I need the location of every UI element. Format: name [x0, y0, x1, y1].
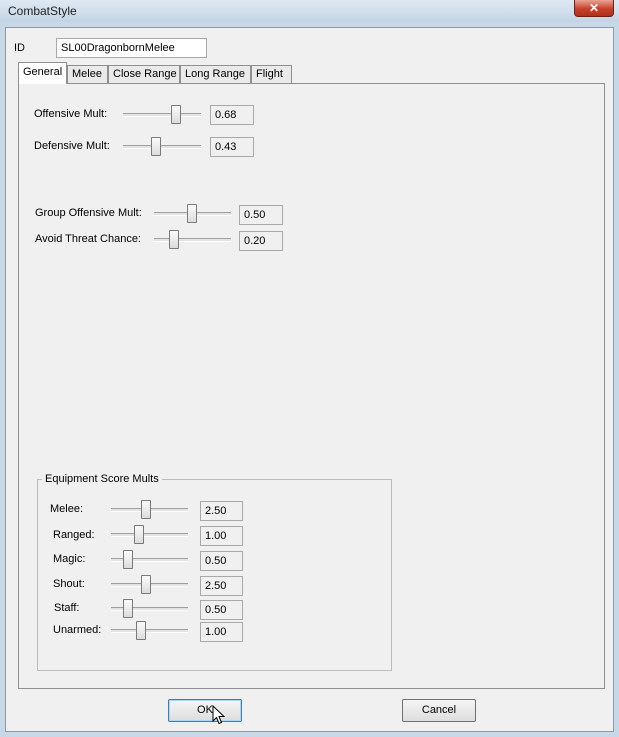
dialog-client — [5, 27, 614, 732]
equipment-score-mults-group — [37, 473, 392, 671]
avoid-threat-chance-slider[interactable] — [154, 230, 231, 250]
staff-score-value[interactable]: 0.50 — [200, 600, 243, 620]
tab-close-range[interactable]: Close Range — [108, 65, 180, 84]
ranged-label: Ranged: — [53, 529, 95, 541]
shout-score-slider[interactable] — [111, 575, 188, 595]
group-offensive-mult-value[interactable]: 0.50 — [239, 205, 283, 225]
slider-thumb[interactable] — [136, 621, 146, 640]
ranged-score-value[interactable]: 1.00 — [200, 526, 243, 546]
offensive-mult-slider[interactable] — [123, 105, 201, 125]
id-label: ID — [14, 42, 25, 54]
offensive-mult-label: Offensive Mult: — [34, 108, 108, 120]
offensive-mult-value[interactable]: 0.68 — [210, 105, 254, 125]
unarmed-label: Unarmed: — [53, 624, 102, 636]
slider-thumb[interactable] — [141, 500, 151, 519]
general-panel — [18, 83, 605, 689]
staff-score-slider[interactable] — [111, 599, 188, 619]
melee-score-slider[interactable] — [111, 500, 188, 520]
slider-thumb[interactable] — [171, 105, 181, 124]
ranged-score-slider[interactable] — [111, 525, 188, 545]
slider-thumb[interactable] — [123, 550, 133, 569]
group-offensive-mult-slider[interactable] — [154, 204, 231, 224]
tab-long-range[interactable]: Long Range — [180, 65, 251, 84]
defensive-mult-value[interactable]: 0.43 — [210, 137, 254, 157]
avoid-threat-chance-label: Avoid Threat Chance: — [35, 233, 141, 245]
melee-score-value[interactable]: 2.50 — [200, 501, 243, 521]
shout-score-value[interactable]: 2.50 — [200, 576, 243, 596]
window-title: CombatStyle — [8, 4, 77, 18]
defensive-mult-slider[interactable] — [123, 137, 201, 157]
slider-thumb[interactable] — [187, 204, 197, 223]
unarmed-score-value[interactable]: 1.00 — [200, 622, 243, 642]
tab-general[interactable]: General — [18, 62, 67, 84]
magic-label: Magic: — [53, 553, 86, 565]
shout-label: Shout: — [53, 578, 85, 590]
equipment-group-title: Equipment Score Mults — [42, 473, 162, 485]
unarmed-score-slider[interactable] — [111, 621, 188, 641]
title-bar[interactable] — [0, 0, 619, 22]
slider-thumb[interactable] — [141, 575, 151, 594]
slider-thumb[interactable] — [151, 137, 161, 156]
magic-score-value[interactable]: 0.50 — [200, 551, 243, 571]
avoid-threat-chance-value[interactable]: 0.20 — [239, 231, 283, 251]
id-input[interactable]: SL00DragonbornMelee — [56, 38, 207, 58]
slider-thumb[interactable] — [123, 599, 133, 618]
arrow-cursor-icon — [212, 705, 226, 725]
group-offensive-mult-label: Group Offensive Mult: — [35, 207, 142, 219]
melee-label: Melee: — [50, 503, 84, 515]
slider-thumb[interactable] — [134, 525, 144, 544]
close-icon[interactable]: ✕ — [574, 0, 614, 17]
tab-melee[interactable]: Melee — [67, 65, 108, 84]
tab-flight[interactable]: Flight — [251, 65, 292, 84]
staff-label: Staff: — [54, 602, 80, 614]
cancel-button[interactable]: Cancel — [402, 699, 476, 722]
ok-button[interactable]: OK — [168, 699, 242, 722]
defensive-mult-label: Defensive Mult: — [34, 140, 110, 152]
magic-score-slider[interactable] — [111, 550, 188, 570]
slider-thumb[interactable] — [169, 230, 179, 249]
